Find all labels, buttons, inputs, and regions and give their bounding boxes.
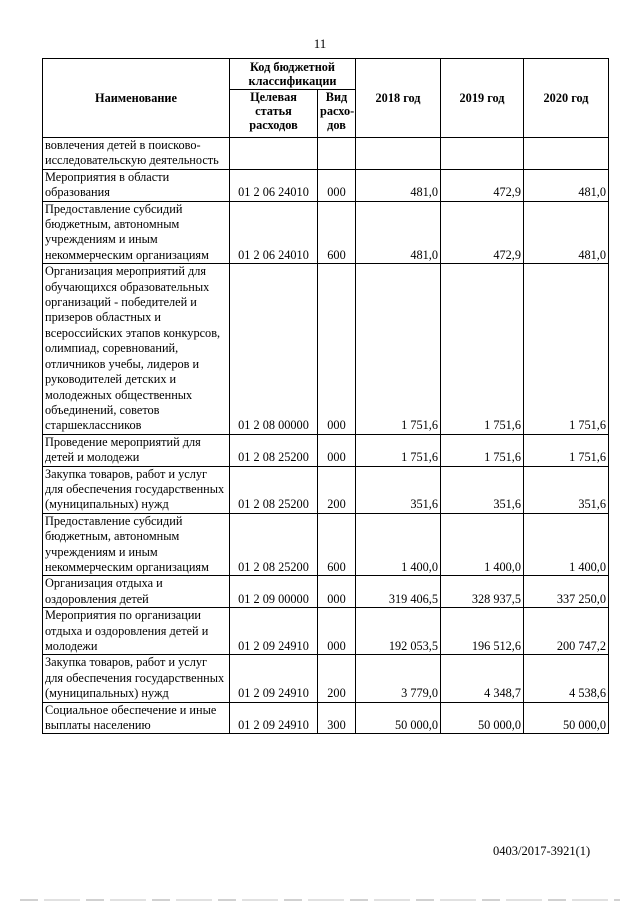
row-expense-type: 000 — [318, 608, 356, 655]
row-expense-type: 600 — [318, 513, 356, 576]
header-expense-type-line: расхо- — [320, 104, 355, 118]
row-value-2018: 481,0 — [356, 201, 441, 264]
row-expense-type: 000 — [318, 576, 356, 608]
row-value-2019: 472,9 — [441, 169, 524, 201]
table-row — [43, 138, 609, 170]
row-value-2020: 1 751,6 — [524, 264, 609, 434]
row-value-2020: 1 400,0 — [524, 513, 609, 576]
scan-edge-artifact — [20, 899, 620, 901]
row-target-article: 01 2 09 24910 — [230, 702, 318, 734]
row-target-article: 01 2 08 25200 — [230, 513, 318, 576]
row-value-2018: 319 406,5 — [356, 576, 441, 608]
row-name: Предоставление субсидий бюджетным, автономным учреждениям и иным некоммерческим организациям — [43, 201, 230, 264]
row-name: Организация отдыха и оздоровления детей — [43, 576, 230, 608]
budget-table — [42, 58, 609, 734]
row-value-2019: 196 512,6 — [441, 608, 524, 655]
row-value-2019: 4 348,7 — [441, 655, 524, 702]
row-value-2018: 1 751,6 — [356, 264, 441, 434]
row-target-article: 01 2 09 00000 — [230, 576, 318, 608]
row-expense-type: 200 — [318, 466, 356, 513]
row-value-2018: 192 053,5 — [356, 608, 441, 655]
row-value-2020: 337 250,0 — [524, 576, 609, 608]
header-name: Наименование — [43, 59, 230, 138]
row-value-2020: 351,6 — [524, 466, 609, 513]
row-value-2018: 351,6 — [356, 466, 441, 513]
table-row — [43, 201, 609, 264]
row-value-2020: 481,0 — [524, 169, 609, 201]
row-value-2019: 1 751,6 — [441, 264, 524, 434]
table-row — [43, 466, 609, 513]
table-row — [43, 702, 609, 734]
row-target-article: 01 2 09 24910 — [230, 608, 318, 655]
header-expense-type-line: дов — [327, 118, 346, 132]
row-value-2018: 1 751,6 — [356, 434, 441, 466]
row-name: вовлечения детей в поисково-исследовательскую деятельность — [43, 138, 230, 170]
header-year-2019: 2019 год — [441, 59, 524, 138]
row-value-2018: 481,0 — [356, 169, 441, 201]
header-year-2020: 2020 год — [524, 59, 609, 138]
row-expense-type — [318, 138, 356, 170]
table-row — [43, 169, 609, 201]
row-name: Закупка товаров, работ и услуг для обеспечения государственных (муниципальных) нужд — [43, 466, 230, 513]
table-row — [43, 264, 609, 434]
row-name: Мероприятия по организации отдыха и оздоровления детей и молодежи — [43, 608, 230, 655]
row-value-2019 — [441, 138, 524, 170]
row-value-2019: 1 400,0 — [441, 513, 524, 576]
row-name: Мероприятия в области образования — [43, 169, 230, 201]
header-expense-type-line: Вид — [325, 90, 348, 104]
row-name: Проведение мероприятий для детей и молодежи — [43, 434, 230, 466]
row-target-article — [230, 138, 318, 170]
row-value-2019: 328 937,5 — [441, 576, 524, 608]
row-name: Закупка товаров, работ и услуг для обеспечения государственных (муниципальных) нужд — [43, 655, 230, 702]
row-value-2020: 50 000,0 — [524, 702, 609, 734]
table-row — [43, 608, 609, 655]
row-expense-type: 200 — [318, 655, 356, 702]
row-value-2020: 4 538,6 — [524, 655, 609, 702]
row-expense-type: 000 — [318, 434, 356, 466]
row-name: Организация мероприятий для обучающихся образовательных организаций - победителей и призеров областных и всероссийских этапов конкурсов, олимпиад, соревнований, отличников учебы, лидеров и руководителей детских и молодежных общественных объединений, советов старшеклассников — [43, 264, 230, 434]
table-row — [43, 513, 609, 576]
header-expense-type — [318, 90, 356, 138]
row-target-article: 01 2 08 25200 — [230, 466, 318, 513]
row-value-2020 — [524, 138, 609, 170]
row-value-2018: 50 000,0 — [356, 702, 441, 734]
table-row — [43, 655, 609, 702]
budget-table-body — [43, 138, 609, 734]
row-target-article: 01 2 09 24910 — [230, 655, 318, 702]
row-target-article: 01 2 06 24010 — [230, 201, 318, 264]
row-value-2020: 200 747,2 — [524, 608, 609, 655]
table-row — [43, 576, 609, 608]
row-target-article: 01 2 08 00000 — [230, 264, 318, 434]
document-code: 0403/2017-3921(1) — [493, 844, 591, 858]
row-value-2018 — [356, 138, 441, 170]
table-row — [43, 434, 609, 466]
header-code-group: Код бюджетной классификации — [230, 59, 356, 90]
row-value-2020: 481,0 — [524, 201, 609, 264]
row-value-2019: 50 000,0 — [441, 702, 524, 734]
row-name: Социальное обеспечение и иные выплаты населению — [43, 702, 230, 734]
row-target-article: 01 2 08 25200 — [230, 434, 318, 466]
row-name: Предоставление субсидий бюджетным, автономным учреждениям и иным некоммерческим организациям — [43, 513, 230, 576]
header-target-article: Целевая статья расходов — [230, 90, 318, 138]
page-number: 11 — [313, 36, 327, 51]
row-value-2019: 351,6 — [441, 466, 524, 513]
row-value-2019: 472,9 — [441, 201, 524, 264]
row-value-2018: 3 779,0 — [356, 655, 441, 702]
row-expense-type: 300 — [318, 702, 356, 734]
header-year-2018: 2018 год — [356, 59, 441, 138]
row-expense-type: 000 — [318, 169, 356, 201]
row-expense-type: 600 — [318, 201, 356, 264]
row-value-2020: 1 751,6 — [524, 434, 609, 466]
row-value-2018: 1 400,0 — [356, 513, 441, 576]
row-expense-type: 000 — [318, 264, 356, 434]
row-target-article: 01 2 06 24010 — [230, 169, 318, 201]
row-value-2019: 1 751,6 — [441, 434, 524, 466]
